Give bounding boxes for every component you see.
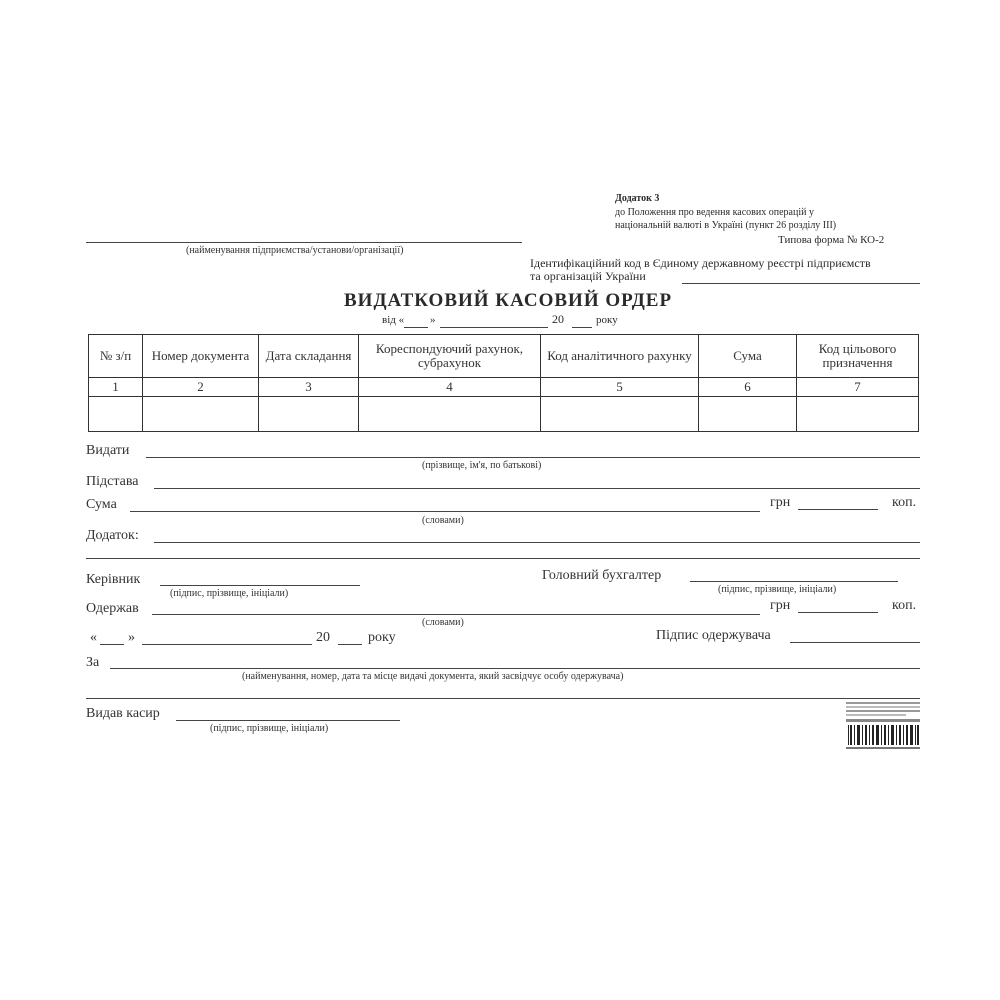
table-input-cell[interactable] [541,397,699,432]
document-basis-field-2[interactable] [86,698,920,699]
order-table [88,334,919,432]
table-input-cell[interactable] [359,397,541,432]
document-basis-label: За [86,655,100,670]
issue-field[interactable] [146,457,920,458]
recipient-signature-label: Підпис одержувача [656,628,771,643]
receipt-date-month-field[interactable] [142,644,312,645]
chief-accountant-hint: (підпис, прізвище, ініціали) [718,584,837,595]
amount-label: Сума [86,497,117,512]
document-title: ВИДАТКОВИЙ КАСОВИЙ ОРДЕР [344,290,673,311]
table-input-cell[interactable] [143,397,259,432]
received-hint: (словами) [422,617,464,628]
amount-uah-label: грн [770,495,791,510]
received-label: Одержав [86,601,139,616]
received-kop-label: коп. [892,598,917,613]
attachment-field[interactable] [154,542,920,543]
chief-accountant-signature-field[interactable] [690,581,898,582]
receipt-date-day-field[interactable] [100,644,124,645]
attachment-label: Додаток: [86,528,139,543]
chief-accountant-label: Головний бухгалтер [542,568,662,583]
organization-line[interactable] [86,242,522,243]
ident-code-label-2: та організацій України [530,269,646,283]
table-header-cell: Сума [699,335,797,378]
table-number-row [89,378,919,397]
appendix-line-3: національній валюті в Україні (пункт 26 розділу III) [615,220,837,231]
basis-field[interactable] [154,488,920,489]
amount-kop-label: коп. [892,495,917,510]
received-words-field[interactable] [152,614,760,615]
received-uah-field[interactable] [798,612,878,613]
table-input-cell[interactable] [797,397,919,432]
table-header-cell: Код аналітичного рахунку [541,335,699,378]
title-date-from: від « [382,314,405,326]
table-row [89,397,919,432]
cashier-hint: (підпис, прізвище, ініціали) [210,723,329,734]
amount-words-field[interactable] [130,511,760,512]
title-date-year-field[interactable] [572,327,592,328]
publisher-info-block [846,702,920,757]
attachment-field-2[interactable] [86,558,920,559]
director-label: Керівник [86,572,141,587]
table-header-cell: Кореспондуючий рахунок, субрахунок [359,335,541,378]
column-number: 2 [143,378,259,397]
title-date-day-field[interactable] [404,327,428,328]
amount-uah-field[interactable] [798,509,878,510]
column-number: 3 [259,378,359,397]
document-basis-field[interactable] [110,668,920,669]
receipt-date-open: « [90,630,97,645]
recipient-signature-field[interactable] [790,642,920,643]
table-header-cell: Дата складання [259,335,359,378]
issue-label: Видати [86,443,130,458]
document-basis-hint: (найменування, номер, дата та місце видачі документа, який засвідчує особу одержувача) [242,671,624,682]
cashier-signature-field[interactable] [176,720,400,721]
table-input-cell[interactable] [89,397,143,432]
basis-label: Підстава [86,474,139,489]
receipt-date-suffix: року [368,630,396,645]
receipt-date-year-prefix: 20 [316,630,330,645]
appendix-title: Додаток 3 [615,193,660,204]
table-input-cell[interactable] [699,397,797,432]
table-header-cell: № з/п [89,335,143,378]
title-date-month-field[interactable] [440,327,548,328]
column-number: 1 [89,378,143,397]
organization-hint: (найменування підприємства/установи/організації) [186,245,404,256]
receipt-date-year-field[interactable] [338,644,362,645]
appendix-line-2: до Положення про ведення касових операцій у [615,207,814,218]
title-date-close: » [430,314,436,326]
title-date-suffix: року [596,314,618,326]
barcode-icon [846,702,920,752]
ident-code-field[interactable] [682,283,920,284]
column-number: 7 [797,378,919,397]
form-number: Типова форма № КО-2 [778,234,885,246]
director-signature-field[interactable] [160,585,360,586]
receipt-date-close: » [128,630,135,645]
director-hint: (підпис, прізвище, ініціали) [170,588,289,599]
cashier-label: Видав касир [86,706,160,721]
column-number: 5 [541,378,699,397]
issue-hint: (прізвище, ім'я, по батькові) [422,460,542,471]
title-date-year-prefix: 20 [552,312,564,326]
table-header-row [89,335,919,378]
table-header-cell: Номер документа [143,335,259,378]
column-number: 6 [699,378,797,397]
table-header-cell: Код цільового призначення [797,335,919,378]
column-number: 4 [359,378,541,397]
received-uah-label: грн [770,598,791,613]
ident-code-label: Ідентифікаційний код в Єдиному державному реєстрі підприємств [530,256,871,270]
table-input-cell[interactable] [259,397,359,432]
amount-hint: (словами) [422,515,464,526]
